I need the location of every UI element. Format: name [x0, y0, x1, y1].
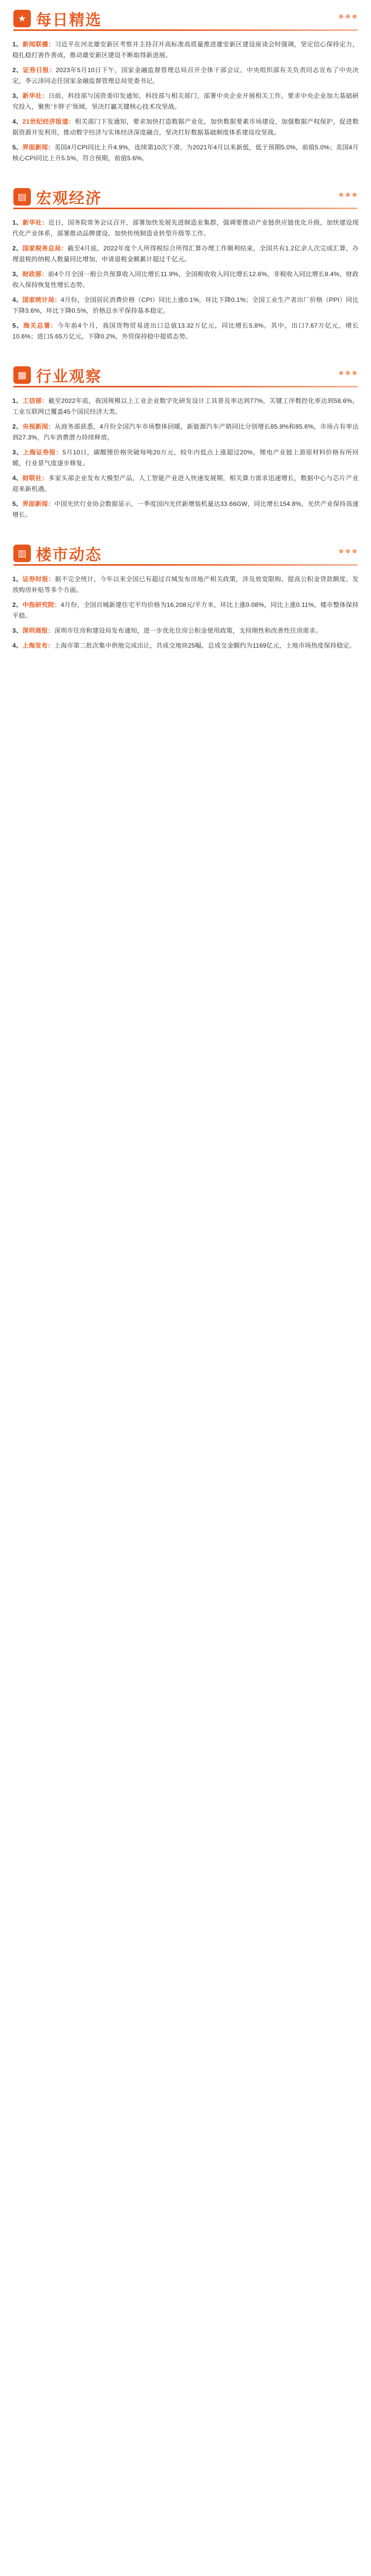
news-item: 3、深圳商报：深圳市住房和建设局发布通知，进一步优化住房公积金使用政策，支持刚性和改善性住房需求。: [12, 627, 322, 634]
news-item: 5、界面新闻：美国4月CPI同比上升4.9%，连续第10次下滑。为2021年4月以来新低，低于预期5.0%，前值5.0%；美国4月核心CPI同比上升5.5%，符合预期，前值5.6%。: [12, 144, 359, 162]
news-item: 1、新闻联播：习近平在河北雄安新区考察并主持召开高标准高质量推进雄安新区建设座谈会时强调，坚定信心保持定力，稳扎稳打善作善成，推动雄安新区建设不断取得新进展。: [12, 41, 359, 59]
decor-dots: [339, 193, 357, 197]
section-macro-economy: [0, 178, 371, 351]
news-item: 4、21世纪经济报道：相关部门下发通知，要求加快打造数据产业化，加快数据要素市场建设，加强数据产权保护，促进数据资源开发利用，推动数字经济与实体经济深度融合，坚决打好数据基础制度体系建设攻坚战。: [12, 118, 359, 136]
section-header: [0, 0, 371, 37]
news-item: 1、证券时报：据不完全统计，今年以来全国已有超过百城发布房地产相关政策，涉及放宽限购、提高公积金贷款额度、发放购房补贴等多个方面。: [12, 575, 359, 594]
section-title: 行业观察: [36, 368, 102, 385]
news-item: 5、界面新闻：中国光伏行业协会数据显示，一季度国内光伏新增装机量达33.66GW，同比增长154.8%，光伏产业保持高速增长。: [12, 500, 359, 518]
chart-icon: ▤: [13, 188, 31, 206]
section-items: [0, 215, 371, 351]
section-underline: [13, 208, 358, 209]
section-header: [0, 178, 371, 215]
news-item: 5、海关总署：今年前4个月，我国货物贸易进出口总值13.32万亿元，同比增长5.8%。其中，出口7.67万亿元，增长10.6%；进口5.65万亿元，下降0.2%，外贸保持稳中提质态势。: [12, 322, 359, 340]
decor-dots: [339, 14, 357, 19]
news-icon: ★: [13, 10, 31, 27]
section-underline: [13, 564, 358, 566]
news-item: 3、新华社：日前，科技部与国资委印发通知，科技部与相关部门，部署中央企业开展相关工作，要求中央企业加大基础研究投入，聚焦'卡脖子'领域，坚决打赢关键核心技术攻坚战。: [12, 92, 359, 110]
section-property: [0, 535, 371, 660]
section-underline: [13, 29, 358, 31]
decor-dots: [339, 549, 357, 553]
section-title: 宏观经济: [36, 190, 102, 207]
newsletter: [0, 0, 371, 660]
section-items: [0, 394, 371, 530]
news-item: 2、央视新闻：从商务部获悉，4月份全国汽车市场整体回暖，新能源汽车产销同比分别增长85.9%和85.6%，市场占有率达到27.3%，汽车消费潜力持续释放。: [12, 423, 359, 441]
decor-dots: [339, 371, 357, 375]
section-title: 楼市动态: [36, 547, 102, 564]
news-item: 1、新华社：近日，国务院常务会议召开，部署加快发展先进制造业集群，强调要推动产业链供应链优化升级，加快建设现代化产业体系，部署推动品牌建设、加快传统制造业转型升级等工作。: [12, 219, 359, 237]
section-items: [0, 37, 371, 173]
news-item: 4、财联社：多家头部企业发布大模型产品，人工智能产业进入快速发展期，相关算力需求迅速增长，数据中心与芯片产业迎来新机遇。: [12, 474, 359, 493]
section-header: [0, 535, 371, 572]
section-title: 每日精选: [36, 12, 102, 29]
section-underline: [13, 386, 358, 387]
news-item: 1、工信部：截至2022年底，我国规模以上工业企业数字化研发设计工具普及率达到77%，关键工序数控化率达到58.6%，工业互联网已覆盖45个国民经济大类。: [12, 397, 359, 415]
section-industry: [0, 357, 371, 530]
section-daily-picks: [0, 0, 371, 173]
news-item: 2、证券日报：2023年5月10日下午，国家金融监督管理总局召开全体干部会议。中央组织部有关负责同志宣布了中央决定，李云泽同志任国家金融监督管理总局党委书记。: [12, 66, 359, 84]
news-item: 2、中指研究院：4月份，全国百城新建住宅平均价格为16,208元/平方米，环比上涨0.08%，同比上涨0.11%，楼市整体保持平稳。: [12, 601, 359, 619]
section-header: [0, 357, 371, 394]
factory-icon: ▦: [13, 366, 31, 384]
section-items: [0, 572, 371, 660]
news-item: 4、上海发布：上海市第二批次集中供地完成出让，共成交地块25幅，总成交金额约为1169亿元，土地市场热度保持稳定。: [12, 642, 356, 649]
news-item: 4、国家统计局：4月份，全国居民消费价格（CPI）同比上涨0.1%，环比下降0.1%；全国工业生产者出厂价格（PPI）同比下降3.6%，环比下降0.5%，价格总水平保持基本稳定。: [12, 296, 359, 314]
news-item: 3、上海证券报：5月10日，碳酸锂价格突破每吨20万元，较年内低点上涨超过20%，锂电产业链上游原材料价格有所回暖，行业景气度逐步修复。: [12, 449, 359, 467]
building-icon: ▥: [13, 545, 31, 562]
news-item: 2、国家税务总局：截至4月底，2022年度个人所得税综合所得汇算办理工作顺利结束，全国共有1.2亿余人次完成汇算，办理退税的纳税人数量同比增加，申请退税金额累计超过千亿元。: [12, 245, 359, 263]
news-item: 3、财政部：前4个月全国一般公共预算收入同比增长11.9%，全国税收收入同比增长12.6%，非税收入同比增长8.4%，财政收入保持恢复性增长态势。: [12, 270, 359, 289]
